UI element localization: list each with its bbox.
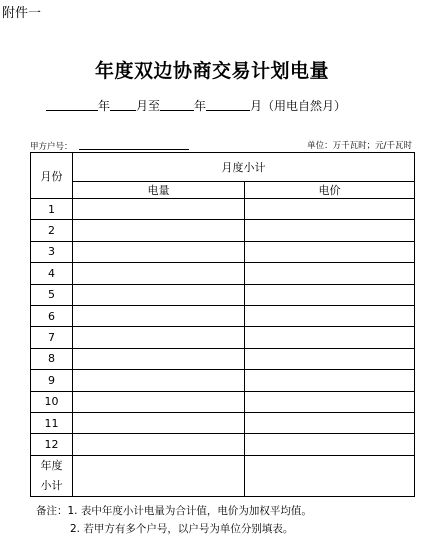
table-row — [31, 348, 415, 369]
table-row — [31, 391, 415, 412]
account-label: 甲方户号： — [30, 142, 73, 152]
energy-cell[interactable] — [73, 284, 245, 305]
end-month-label: 月（用电自然月） — [250, 99, 347, 113]
month-cell: 12 — [31, 434, 73, 455]
start-year-label: 年 — [98, 99, 111, 113]
price-cell[interactable] — [245, 305, 415, 326]
table-row — [31, 241, 415, 262]
month-cell: 1 — [31, 199, 73, 220]
start-month-label: 月至 — [136, 99, 161, 113]
energy-cell[interactable] — [73, 241, 245, 262]
price-column-header: 电价 — [245, 182, 415, 199]
table-row — [31, 412, 415, 433]
monthly-subtotal-header: 月度小计 — [73, 153, 415, 182]
table-row — [31, 434, 415, 455]
annual-subtotal-label-cell — [31, 455, 73, 496]
price-cell[interactable] — [245, 434, 415, 455]
month-cell: 5 — [31, 284, 73, 305]
energy-cell[interactable] — [73, 327, 245, 348]
attachment-label: 附件一 — [2, 6, 42, 21]
table-row — [31, 370, 415, 391]
account-field — [30, 139, 189, 152]
notes — [36, 502, 312, 538]
table-row — [31, 220, 415, 241]
plan-table — [30, 152, 415, 497]
price-cell[interactable] — [245, 199, 415, 220]
note-line-2: 2. 若甲方有多个户号，以户号为单位分别填表。 — [70, 523, 294, 535]
energy-cell[interactable] — [73, 434, 245, 455]
month-cell: 9 — [31, 370, 73, 391]
energy-cell[interactable] — [73, 391, 245, 412]
price-cell[interactable] — [245, 220, 415, 241]
price-cell[interactable] — [245, 391, 415, 412]
month-cell: 3 — [31, 241, 73, 262]
month-column-header: 月份 — [31, 153, 73, 199]
start-month-blank[interactable] — [110, 98, 136, 111]
account-blank[interactable] — [79, 139, 189, 150]
annual-price-cell[interactable] — [245, 455, 415, 496]
table-row — [31, 199, 415, 220]
annual-energy-cell[interactable] — [73, 455, 245, 496]
notes-prefix: 备注： — [36, 505, 68, 517]
month-cell: 10 — [31, 391, 73, 412]
price-cell[interactable] — [245, 327, 415, 348]
energy-cell[interactable] — [73, 199, 245, 220]
month-cell: 11 — [31, 412, 73, 433]
annual-subtotal-label: 年度小计 — [40, 458, 63, 492]
energy-cell[interactable] — [73, 412, 245, 433]
month-cell: 4 — [31, 263, 73, 284]
end-year-label: 年 — [194, 99, 207, 113]
energy-cell[interactable] — [73, 305, 245, 326]
energy-cell[interactable] — [73, 220, 245, 241]
table-row — [31, 263, 415, 284]
note-line-1: 1. 表中年度小计电量为合计值，电价为加权平均值。 — [67, 505, 312, 517]
price-cell[interactable] — [245, 241, 415, 262]
table-row — [31, 284, 415, 305]
price-cell[interactable] — [245, 370, 415, 391]
table-row — [31, 327, 415, 348]
table-row — [31, 305, 415, 326]
price-cell[interactable] — [245, 263, 415, 284]
end-year-blank[interactable] — [160, 98, 194, 111]
energy-cell[interactable] — [73, 348, 245, 369]
unit-label: 单位：万千瓦时；元/千瓦时 — [307, 141, 412, 151]
energy-column-header: 电量 — [73, 182, 245, 199]
period-line — [46, 97, 346, 114]
price-cell[interactable] — [245, 284, 415, 305]
annual-subtotal-row — [31, 455, 415, 496]
start-year-blank[interactable] — [46, 98, 98, 111]
price-cell[interactable] — [245, 412, 415, 433]
document-title: 年度双边协商交易计划电量 — [94, 60, 329, 82]
month-cell: 2 — [31, 220, 73, 241]
energy-cell[interactable] — [73, 370, 245, 391]
energy-cell[interactable] — [73, 263, 245, 284]
end-month-blank[interactable] — [206, 98, 250, 111]
month-cell: 7 — [31, 327, 73, 348]
month-cell: 6 — [31, 305, 73, 326]
price-cell[interactable] — [245, 348, 415, 369]
month-cell: 8 — [31, 348, 73, 369]
